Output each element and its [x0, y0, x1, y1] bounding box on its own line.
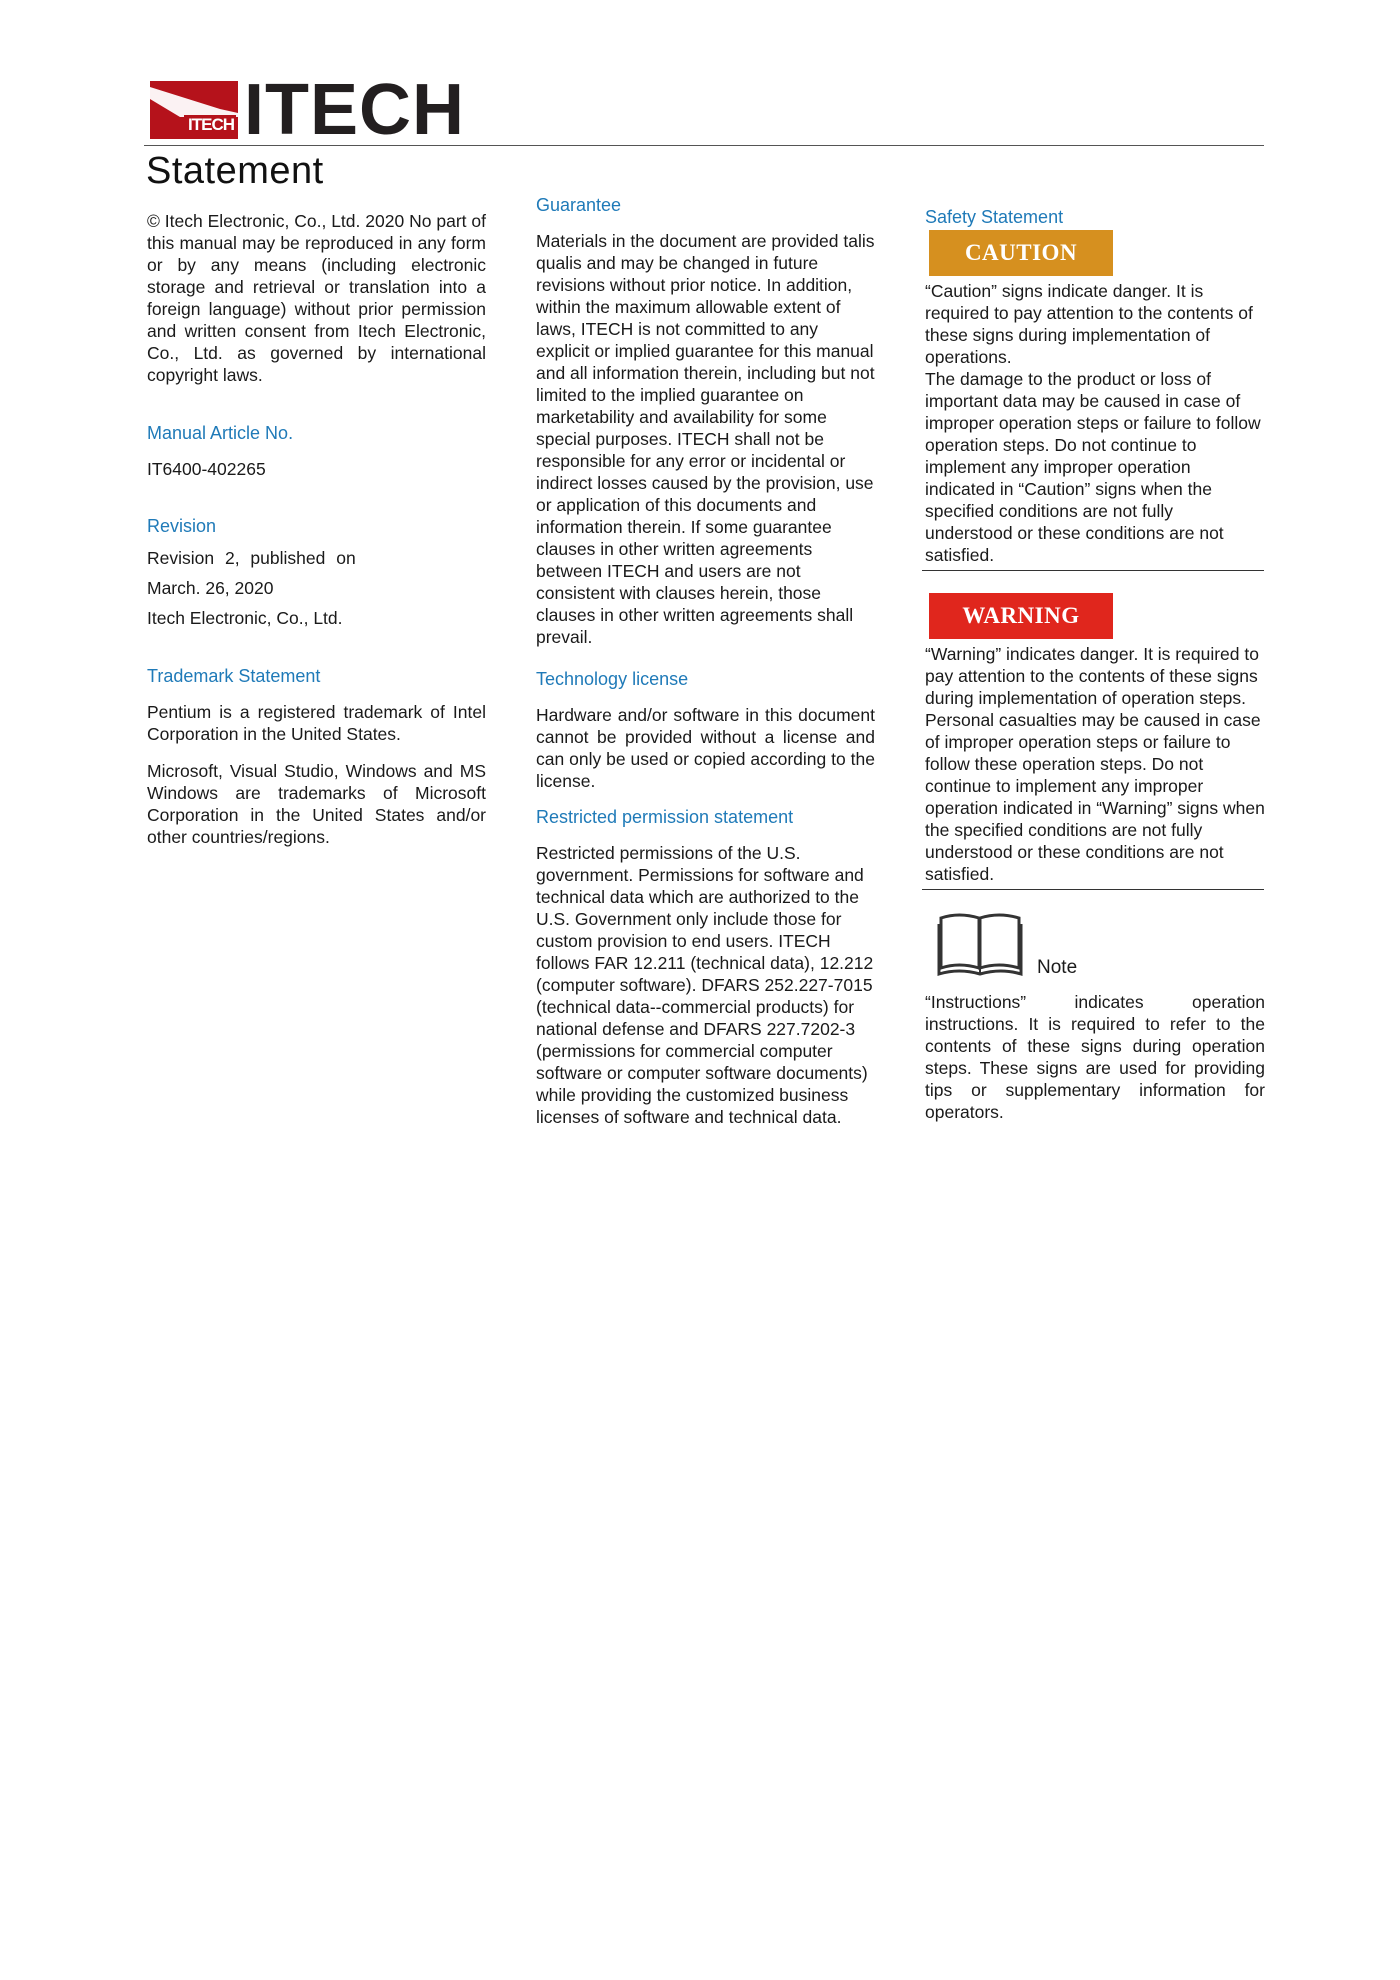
- column-middle: [536, 194, 875, 1128]
- page-title: Statement: [146, 150, 324, 192]
- technology-license-text: Hardware and/or software in this document cannot be provided without a license and can only be used or copied according to the license.: [536, 705, 875, 791]
- safety-statement-heading: Safety Statement: [925, 207, 1064, 227]
- restricted-permission-text: Restricted permissions of the U.S. government. Permissions for software and technical data which are authorized to the U.S. Government only include those for custom provision to end users. ITECH follows FAR 12.211 (technical data), 12.212 (computer software). DFARS 252.227-7015 (technical data--commercial products) for national defense and DFARS 227.7202-3 (permissions for commercial computer software or computer software documents) while providing the customized business licenses of software and technical data.: [536, 843, 874, 1127]
- caution-badge: CAUTION: [929, 230, 1113, 276]
- warning-badge: WARNING: [929, 593, 1113, 639]
- logo-wordmark: ITECH: [244, 70, 465, 150]
- column-left: [147, 210, 486, 848]
- manual-article-heading: Manual Article No.: [147, 423, 294, 443]
- logo-mark-icon: [150, 81, 238, 139]
- trademark-paragraph: Microsoft, Visual Studio, Windows and MS Windows are trademarks of Microsoft Corporation in the United States and/or other countries/regions.: [147, 761, 486, 847]
- revision-date: March. 26, 2020: [147, 578, 274, 598]
- guarantee-text: Materials in the document are provided talis qualis and may be changed in future revisions without prior notice. In addition, within the maximum allowable extent of laws, ITECH is not committed to any explicit or implied guarantee for this manual and all information therein, including but not limited to the implied guarantee on marketability and availability for some special purposes. ITECH shall not be responsible for any error or incidental or indirect losses caused by the provision, use or application of this documents and information therein. If some guarantee clauses in other written agreements between ITECH and users are not consistent with clauses herein, those clauses in other written agreements shall prevail.: [536, 231, 875, 647]
- copyright-text: © Itech Electronic, Co., Ltd. 2020 No part of this manual may be reproduced in any form or by any means (including electronic storage and retrieval or translation into a foreign language) without prior permission and written consent from Itech Electronic, Co., Ltd. as governed by international copyright laws.: [147, 211, 486, 385]
- book-icon: [937, 910, 1023, 981]
- note-row: [925, 910, 1265, 981]
- revision-line: Revision 2, published on: [147, 548, 356, 568]
- itech-logo: [150, 70, 465, 150]
- header-divider: [144, 145, 1264, 146]
- note-text: “Instructions” indicates operation instructions. It is required to refer to the contents of these signs during operation steps. These signs are used for providing tips or supplementary information for operators.: [925, 992, 1265, 1122]
- note-label: Note: [1037, 957, 1078, 978]
- warning-text: “Warning” indicates danger. It is required to pay attention to the contents of these signs during implementation of operation steps. Personal casualties may be caused in case of improper operation steps or failure to follow these operation steps. Do not continue to implement any improper operation indicated in “Warning” signs when the specified conditions are not fully understood or these conditions are not satisfied.: [925, 644, 1265, 884]
- guarantee-heading: Guarantee: [536, 195, 622, 215]
- column-right: [925, 206, 1265, 1123]
- trademark-paragraph: Pentium is a registered trademark of Intel Corporation in the United States.: [147, 702, 486, 744]
- revision-company: Itech Electronic, Co., Ltd.: [147, 608, 343, 628]
- logo-mark-text: ITECH: [188, 115, 234, 134]
- caution-text: “Caution” signs indicate danger. It is required to pay attention to the contents of these signs during implementation of operations.: [925, 281, 1253, 367]
- technology-license-heading: Technology license: [536, 669, 689, 689]
- caution-text-detail: The damage to the product or loss of important data may be caused in case of improper operation steps or failure to follow operation steps. Do not continue to implement any improper operation indicated in “Caution” signs when the specified conditions are not fully understood or these conditions are not satisfied.: [925, 369, 1261, 565]
- manual-article-number: IT6400-402265: [147, 459, 266, 479]
- restricted-permission-heading: Restricted permission statement: [536, 807, 794, 827]
- trademark-heading: Trademark Statement: [147, 666, 321, 686]
- revision-heading: Revision: [147, 516, 217, 536]
